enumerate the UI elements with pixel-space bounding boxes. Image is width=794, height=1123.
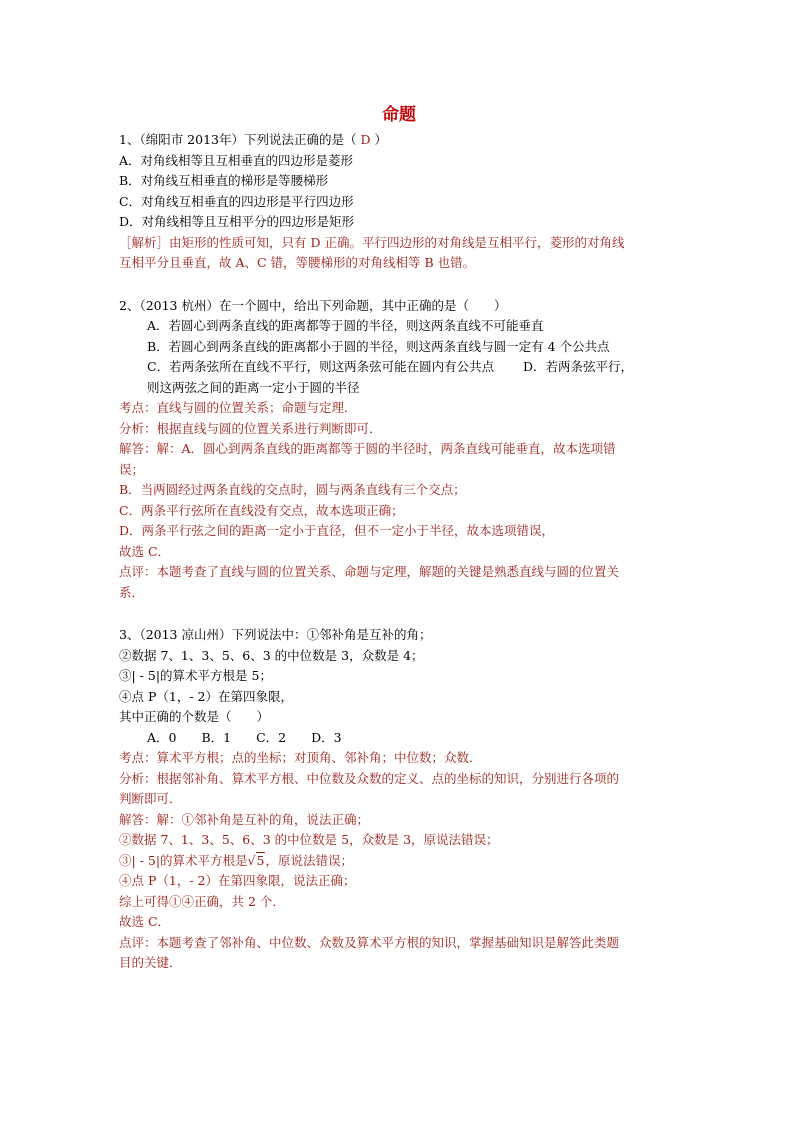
q2-option-d-cont: 则这两弦之间的距离一定小于圆的半径 <box>147 379 360 395</box>
q2-answer-line-4: C．两条平行弦所在直线没有交点，故本选项正确； <box>119 502 404 518</box>
q1-answer: D <box>360 132 371 147</box>
q2-option-a: A．若圆心到两条直线的距离都等于圆的半径，则这两条直线不可能垂直 <box>147 318 544 333</box>
document-page <box>119 104 679 974</box>
q1-option-b: B．对角线互相垂直的梯形是等腰梯形 <box>119 173 329 188</box>
q1-option-c: C．对角线互相垂直的四边形是平行四边形 <box>119 193 354 209</box>
q3-analysis-line-2: 判断即可． <box>119 791 182 806</box>
q3-stem-line-2: ②数据 7、1、3、5、6、3 的中位数是 3，众数是 4； <box>119 647 424 663</box>
q3-stem-line-4: ④点 P（1，- 2）在第四象限， <box>119 688 293 704</box>
q3-summary: 综上可得①④正确，共 2 个． <box>119 893 285 909</box>
q2-answer-line-1: 解答：解：A．圆心到两条直线的距离都等于圆的半径时，两条直线可能垂直，故本选项错 <box>119 441 616 456</box>
q2-comment-line-1: 点评：本题考查了直线与圆的位置关系、命题与定理，解题的关键是熟悉直线与圆的位置关 <box>119 564 620 579</box>
q2-topic: 考点：直线与圆的位置关系；命题与定理． <box>119 400 357 415</box>
q1-option-d: D．对角线相等且互相平分的四边形是矩形 <box>119 214 355 229</box>
q3-answer-line-3: ③| - 5|的算术平方根是√5，原说法错误； <box>119 851 679 872</box>
question-3 <box>119 625 679 974</box>
q3-answer-line-4: ④点 P（1，- 2）在第四象限，说法正确； <box>119 873 356 888</box>
q3-answer-line-2: ②数据 7、1、3、5、6、3 的中位数是 5，众数是 3，原说法错误； <box>119 832 499 847</box>
q3-options: A．0 B．1 C．2 D．3 <box>147 729 342 745</box>
q3-analysis-line-1: 分析：根据邻补角、算术平方根、中位数及众数的定义、点的坐标的知识，分别进行各项的 <box>119 770 620 786</box>
square-root-expression: √5 <box>247 852 265 868</box>
q3-choice: 故选 C． <box>119 914 171 929</box>
q2-comment-line-2: 系． <box>119 584 145 600</box>
q2-answer-line-3: B．当两圆经过两条直线的交点时，圆与两条直线有三个交点； <box>119 482 466 497</box>
q2-answer-line-2: 误； <box>119 461 145 477</box>
q2-option-b: B．若圆心到两条直线的距离都小于圆的半径，则这两条直线与圆一定有 4 个公共点 <box>147 338 610 354</box>
q1-option-a: A．对角线相等且互相垂直的四边形是菱形 <box>119 152 354 168</box>
q2-option-c-d: C．若两条弦所在直线不平行，则这两条弦可能在圆内有公共点 D．若两条弦平行， <box>147 359 634 374</box>
q2-choice: 故选 C． <box>119 543 171 559</box>
q3-comment-line-1: 点评：本题考查了邻补角、中位数、众数及算术平方根的知识，掌握基础知识是解答此类题 <box>119 934 620 950</box>
q3-stem-line-5: 其中正确的个数是（ ） <box>119 709 270 724</box>
q2-analysis: 分析：根据直线与圆的位置关系进行判断即可． <box>119 420 382 436</box>
question-1 <box>119 130 679 274</box>
q1-analysis-line-2: 互相平分且垂直，故 A、C 错，等腰梯形的对角线相等 B 也错。 <box>119 255 476 270</box>
q3-stem-line-1: 3、（2013 凉山州）下列说法中：①邻补角是互补的角； <box>119 627 432 642</box>
q3-answer-line-1: 解答：解：①邻补角是互补的角，说法正确； <box>119 811 370 827</box>
page-title: 命题 <box>382 105 416 125</box>
q3-topic: 考点：算术平方根；点的坐标；对顶角、邻补角；中位数；众数． <box>119 750 482 765</box>
q2-answer-line-5: D．两条平行弦之间的距离一定小于直径，但不一定小于半径，故本选项错误， <box>119 523 555 538</box>
question-2 <box>119 296 679 604</box>
q1-stem: 1、（绵阳市 2013年）下列说法正确的是（ D ） <box>119 132 387 147</box>
q3-comment-line-2: 目的关键． <box>119 955 182 970</box>
q3-stem-line-3: ③| - 5|的算术平方根是 5； <box>119 668 272 683</box>
q2-stem: 2、（2013 杭州）在一个圆中，给出下列命题，其中正确的是（ ） <box>119 297 507 313</box>
q1-analysis-line-1: ［解析］由矩形的性质可知，只有 D 正确。平行四边形的对角线是互相平行，菱形的对角线 <box>119 234 625 250</box>
